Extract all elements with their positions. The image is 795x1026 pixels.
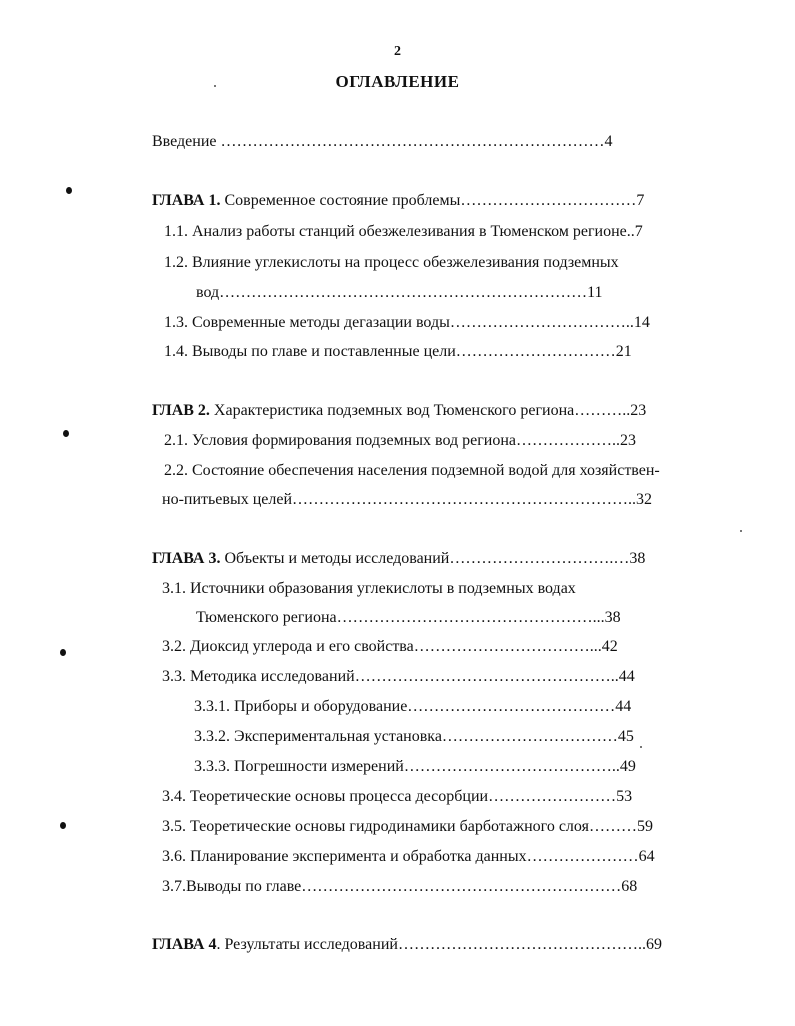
toc-section-3-5: 3.5. Теоретические основы гидродинамики барботажного слоя………59 (162, 818, 653, 835)
page-number: 2 (394, 44, 401, 59)
toc-entry-intro: Введение ………………………………………………………………4 (152, 133, 613, 150)
toc-section-3-4: 3.4. Теоретические основы процесса десорбции……………………53 (162, 788, 633, 805)
chapter-3-label: ГЛАВА 3. (152, 550, 221, 567)
binding-hole-mark (60, 822, 66, 829)
page-title: ОГЛАВЛЕНИЕ (335, 72, 460, 91)
scan-speck (214, 85, 216, 87)
chapter-2-label: ГЛАВ 2. (152, 402, 210, 419)
toc-chapter-2 (152, 401, 646, 421)
toc-section-3-3: 3.3. Методика исследований…………………………………………..44 (162, 668, 635, 685)
chapter-1-title: Современное состояние проблемы……………………………7 (220, 192, 645, 209)
toc-section-3-3-3: 3.3.3. Погрешности измерений…………………………………..49 (194, 758, 636, 775)
toc-section-1-4: 1.4. Выводы по главе и поставленные цели…………………………21 (164, 343, 632, 360)
toc-section-3-7: 3.7.Выводы по главе……………………………………………………68 (162, 878, 638, 895)
chapter-4-title: . Результаты исследований………………………………………..69 (216, 936, 662, 953)
toc-section-3-1-cont: Тюменского региона…………………………………………...38 (196, 609, 621, 626)
toc-section-3-6: 3.6. Планирование эксперимента и обработка данных…………………64 (162, 848, 655, 865)
toc-chapter-4 (152, 935, 662, 955)
binding-hole-mark (60, 649, 66, 656)
scan-speck (740, 530, 742, 532)
scan-speck (640, 746, 642, 748)
toc-chapter-1 (152, 191, 644, 211)
chapter-3-title: Объекты и методы исследований………………………….…38 (220, 550, 646, 567)
toc-section-2-1: 2.1. Условия формирования подземных вод региона………………..23 (164, 432, 637, 449)
toc-section-3-2: 3.2. Диоксид углерода и его свойства……………………………...42 (162, 638, 618, 655)
chapter-1-label: ГЛАВА 1. (152, 192, 221, 209)
toc-section-2-2: 2.2. Состояние обеспечения населения подземной водой для хозяйствен- (164, 462, 660, 479)
toc-section-2-2-cont: но-питьевых целей………………………………………………………..32 (162, 491, 653, 508)
chapter-2-title: Характеристика подземных вод Тюменского региона………..23 (209, 402, 647, 419)
binding-hole-mark (63, 430, 69, 437)
toc-section-1-1: 1.1. Анализ работы станций обезжелезивания в Тюменском регионе..7 (164, 223, 643, 240)
toc-section-1-2-cont: вод……………………………………………………………11 (196, 284, 603, 301)
toc-section-1-3: 1.3. Современные методы дегазации воды……………………………..14 (164, 314, 650, 331)
chapter-4-label: ГЛАВА 4 (152, 936, 217, 953)
toc-section-1-2: 1.2. Влияние углекислоты на процесс обезжелезивания подземных (164, 254, 619, 271)
binding-hole-mark (66, 187, 72, 194)
toc-chapter-3 (152, 549, 645, 569)
toc-section-3-1: 3.1. Источники образования углекислоты в подземных водах (162, 580, 576, 597)
toc-section-3-3-2: 3.3.2. Экспериментальная установка……………………………45 (194, 728, 634, 745)
toc-section-3-3-1: 3.3.1. Приборы и оборудование…………………………………44 (194, 698, 632, 715)
